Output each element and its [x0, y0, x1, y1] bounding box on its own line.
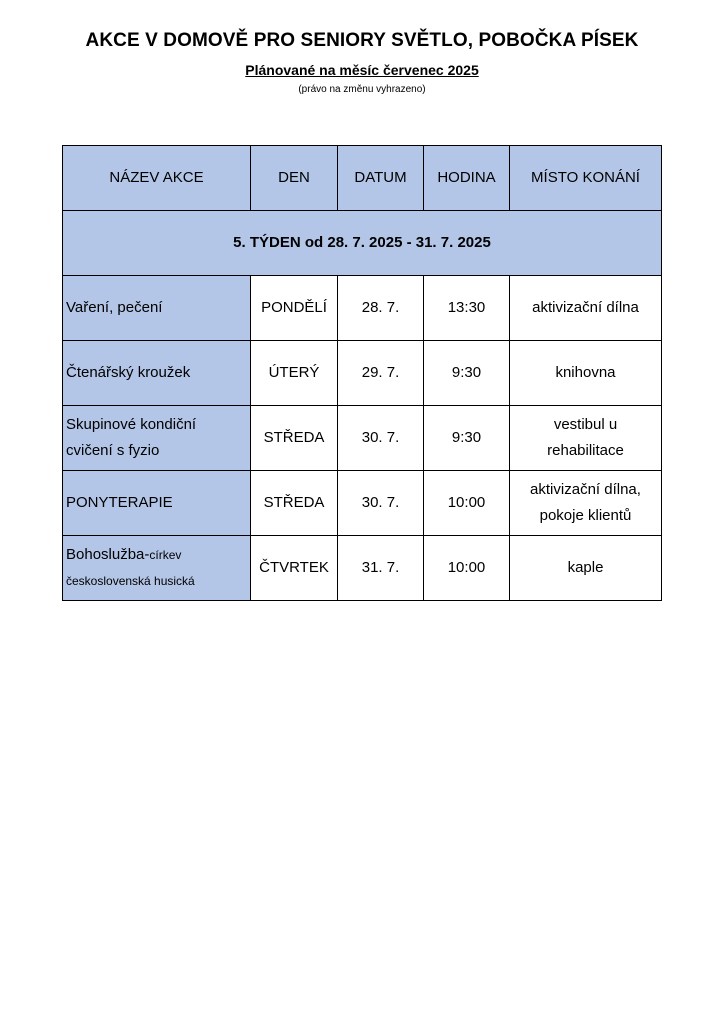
- event-name: Čtenářský kroužek: [63, 341, 251, 406]
- event-day: STŘEDA: [251, 471, 338, 536]
- schedule-table: [62, 145, 662, 601]
- event-name: PONYTERAPIE: [63, 471, 251, 536]
- event-time: 10:00: [424, 471, 510, 536]
- event-place: [510, 406, 662, 471]
- event-name-main: Bohoslužba-: [66, 546, 150, 563]
- event-place-line-2: rehabilitace: [547, 442, 624, 459]
- table-row: [63, 406, 662, 471]
- event-day: ÚTERÝ: [251, 341, 338, 406]
- event-day: PONDĚLÍ: [251, 276, 338, 341]
- event-day: STŘEDA: [251, 406, 338, 471]
- event-date: 31. 7.: [338, 536, 424, 601]
- event-place-line-1: vestibul u: [553, 416, 618, 433]
- table-row: [63, 341, 662, 406]
- column-header-place: MÍSTO KONÁNÍ: [510, 146, 662, 211]
- event-date: 30. 7.: [338, 471, 424, 536]
- event-name-sub-1: církev: [149, 548, 182, 562]
- disclaimer-note: (právo na změnu vyhrazeno): [298, 84, 426, 95]
- event-date: 30. 7.: [338, 406, 424, 471]
- column-header-day: DEN: [251, 146, 338, 211]
- event-name: [63, 536, 251, 601]
- event-date: 28. 7.: [338, 276, 424, 341]
- event-time: 9:30: [424, 406, 510, 471]
- column-header-date: DATUM: [338, 146, 424, 211]
- event-time: 10:00: [424, 536, 510, 601]
- event-place-line-2: pokoje klientů: [539, 507, 632, 524]
- event-name-line-2: cvičení s fyzio: [66, 442, 160, 459]
- event-day: ČTVRTEK: [251, 536, 338, 601]
- table-header-row: [63, 146, 662, 211]
- week-label: 5. TÝDEN od 28. 7. 2025 - 31. 7. 2025: [63, 211, 662, 276]
- event-place: [510, 471, 662, 536]
- event-place-line-1: aktivizační dílna,: [530, 481, 641, 498]
- table-row: [63, 536, 662, 601]
- event-name: [63, 406, 251, 471]
- table-row: [63, 471, 662, 536]
- event-name-line-1: Skupinové kondiční: [66, 416, 197, 433]
- column-header-name: NÁZEV AKCE: [63, 146, 251, 211]
- event-date: 29. 7.: [338, 341, 424, 406]
- event-name: Vaření, pečení: [63, 276, 251, 341]
- event-name-sub-2: československá husická: [66, 574, 195, 588]
- page-title: AKCE V DOMOVĚ PRO SENIORY SVĚTLO, POBOČKA PÍSEK: [85, 30, 639, 51]
- event-time: 9:30: [424, 341, 510, 406]
- page-subtitle: Plánované na měsíc červenec 2025: [245, 62, 479, 78]
- week-row: [63, 211, 662, 276]
- column-header-time: HODINA: [424, 146, 510, 211]
- event-time: 13:30: [424, 276, 510, 341]
- table-row: [63, 276, 662, 341]
- event-place: aktivizační dílna: [510, 276, 662, 341]
- event-place: knihovna: [510, 341, 662, 406]
- event-place: kaple: [510, 536, 662, 601]
